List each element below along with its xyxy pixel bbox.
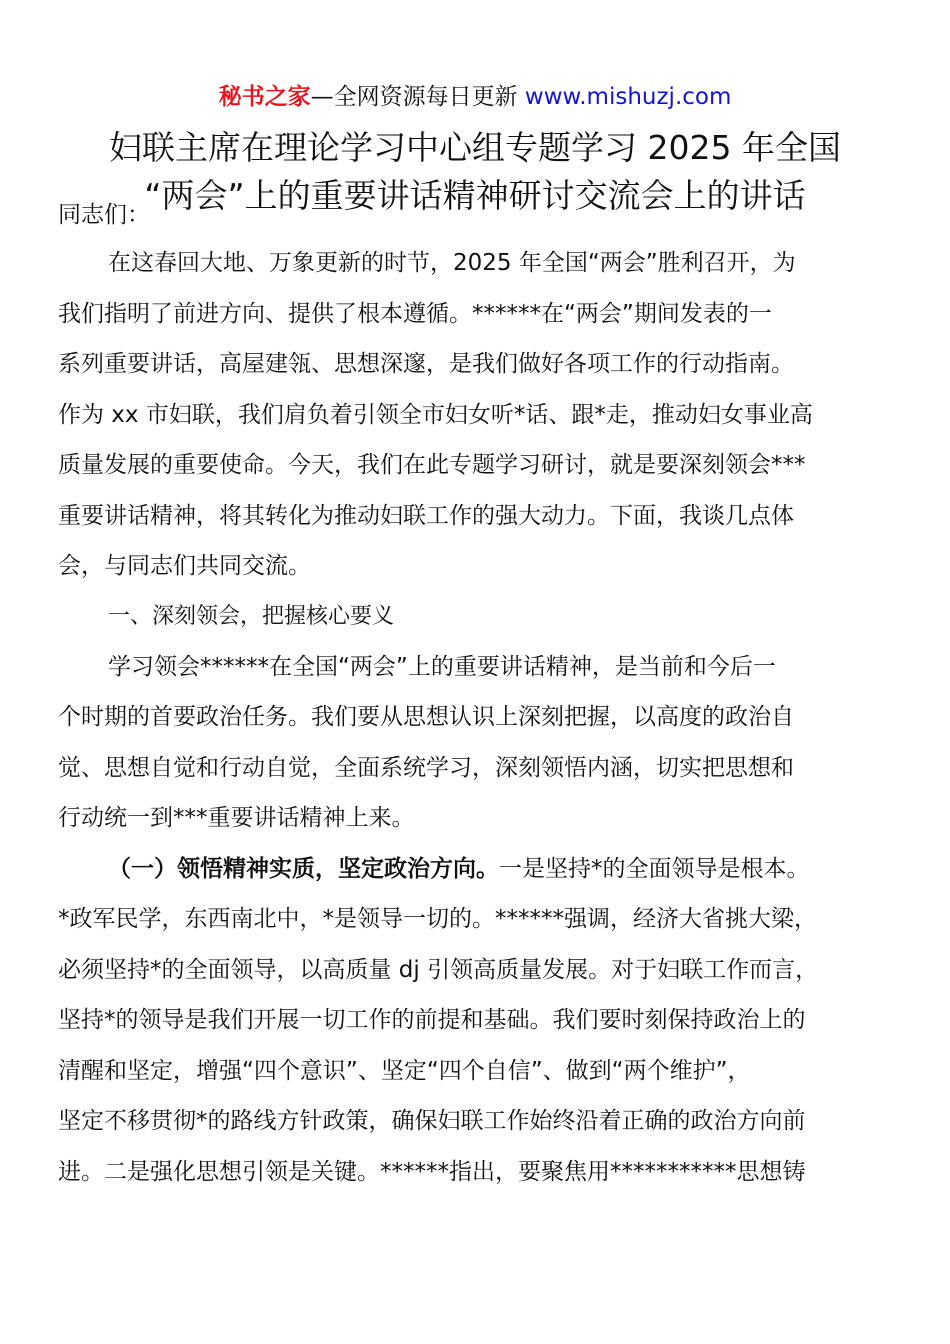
site-header [0,82,950,112]
site-url-link[interactable]: www.mishuzj.com [524,84,732,110]
text-line: 坚定不移贯彻*的路线方针政策，确保妇联工作始终沿着正确的政治方向前 [58,1108,806,1134]
text-line: 清醒和坚定，增强“四个意识”、坚定“四个自信”、做到“两个维护”， [58,1057,751,1084]
title-line-1: 妇联主席在理论学习中心组专题学习 2025 年全国 [109,128,841,167]
text-line: 会，与同志们共同交流。 [58,553,311,579]
subsection-paragraph [58,844,892,1198]
text-line: 觉、思想自觉和行动自觉，全面系统学习，深刻领悟内涵，切实把思想和 [58,754,794,781]
salutation: 同志们： [58,202,150,228]
title-line-2: “两会”上的重要讲话精神研讨交流会上的讲话 [144,176,806,215]
section-heading: 一、深刻领会，把握核心要义 [108,603,395,629]
brand-name: 秘书之家 [218,84,311,110]
text-line: 在这春回大地、万象更新的时节，2025 年全国“两会”胜利召开，为 [108,250,796,276]
subsection-heading: （一）领悟精神实质，坚定政治方向。 [108,855,499,882]
text-run: 一是坚持*的全面领导是根本。 [499,855,810,882]
text-line: 行动统一到***重要讲话精神上来。 [58,805,415,831]
text-line: 学习领会******在全国“两会”上的重要讲话精神，是当前和今后一 [108,653,776,680]
text-line [58,844,892,895]
intro-paragraph [58,238,892,592]
text-line: 重要讲话精神，将其转化为推动妇联工作的强大动力。下面，我谈几点体 [58,502,794,529]
text-line: 进。二是强化思想引领是关键。******指出，要聚焦用***********思想铸 [58,1158,806,1185]
text-line: 坚持*的领导是我们开展一切工作的前提和基础。我们要时刻保持政治上的 [58,1007,806,1033]
text-line: 质量发展的重要使命。今天，我们在此专题学习研讨，就是要深刻领会*** [58,452,806,478]
study-paragraph [58,642,892,844]
text-line: *政军民学，东西南北中，*是领导一切的。******强调，经济大省挑大梁， [58,906,817,932]
text-line: 系列重要讲话，高屋建瓴、思想深邃，是我们做好各项工作的行动指南。 [58,351,794,377]
document-body [58,200,892,1197]
site-tagline: —全网资源每日更新 [310,84,518,110]
text-line: 个时期的首要政治任务。我们要从思想认识上深刻把握，以高度的政治自 [58,704,794,730]
text-line: 我们指明了前进方向、提供了根本遵循。******在“两会”期间发表的一 [58,300,772,327]
text-line: 必须坚持*的全面领导，以高质量 dj 引领高质量发展。对于妇联工作而言， [58,956,819,983]
text-line: 作为 xx 市妇联，我们肩负着引领全市妇女听*话、跟*走，推动妇女事业高 [58,401,813,428]
